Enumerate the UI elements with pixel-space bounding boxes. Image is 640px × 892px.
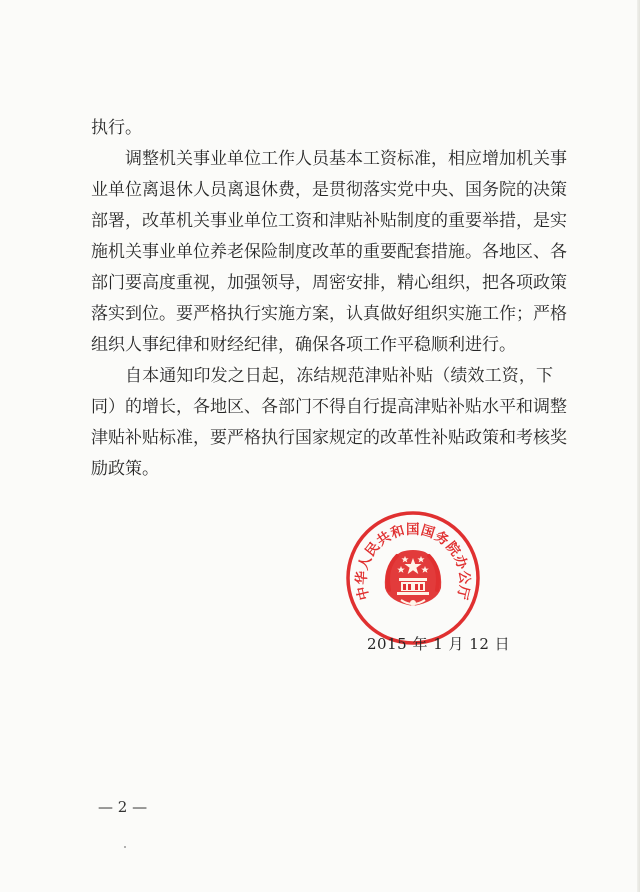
body-line: 部门要高度重视，加强领导，周密安排，精心组织，把各项政策 bbox=[91, 273, 567, 293]
body-line: 同）的增长，各地区、各部门不得自行提高津贴补贴水平和调整 bbox=[91, 397, 567, 417]
body-line: 组织人事纪律和财经纪律，确保各项工作平稳顺利进行。 bbox=[91, 335, 516, 355]
seal-text: 中华人民共和国国务院办公厅 bbox=[353, 521, 473, 602]
body-line: 执行。 bbox=[91, 118, 142, 138]
body-line: 自本通知印发之日起，冻结规范津贴补贴（绩效工资，下 bbox=[125, 366, 553, 386]
body-line: 励政策。 bbox=[91, 459, 159, 479]
body-line: 施机关事业单位养老保险制度改革的重要配套措施。各地区、各 bbox=[91, 242, 567, 262]
body-line: 调整机关事业单位工作人员基本工资标准，相应增加机关事 bbox=[125, 149, 567, 169]
body-line: 落实到位。要严格执行实施方案，认真做好组织实施工作；严格 bbox=[91, 304, 567, 324]
national-emblem-icon bbox=[385, 550, 441, 606]
body-line: 部署，改革机关事业单位工资和津贴补贴制度的重要举措，是实 bbox=[91, 211, 567, 231]
issue-date: 2015 年 1 月 12 日 bbox=[367, 635, 511, 653]
scan-speck bbox=[124, 846, 126, 848]
body-line: 业单位离退休人员离退休费，是贯彻落实党中央、国务院的决策 bbox=[91, 180, 567, 200]
body-line: 津贴补贴标准，要严格执行国家规定的改革性补贴政策和考核奖 bbox=[91, 428, 567, 448]
page-number: — 2 — bbox=[98, 798, 148, 816]
official-seal bbox=[345, 510, 481, 646]
